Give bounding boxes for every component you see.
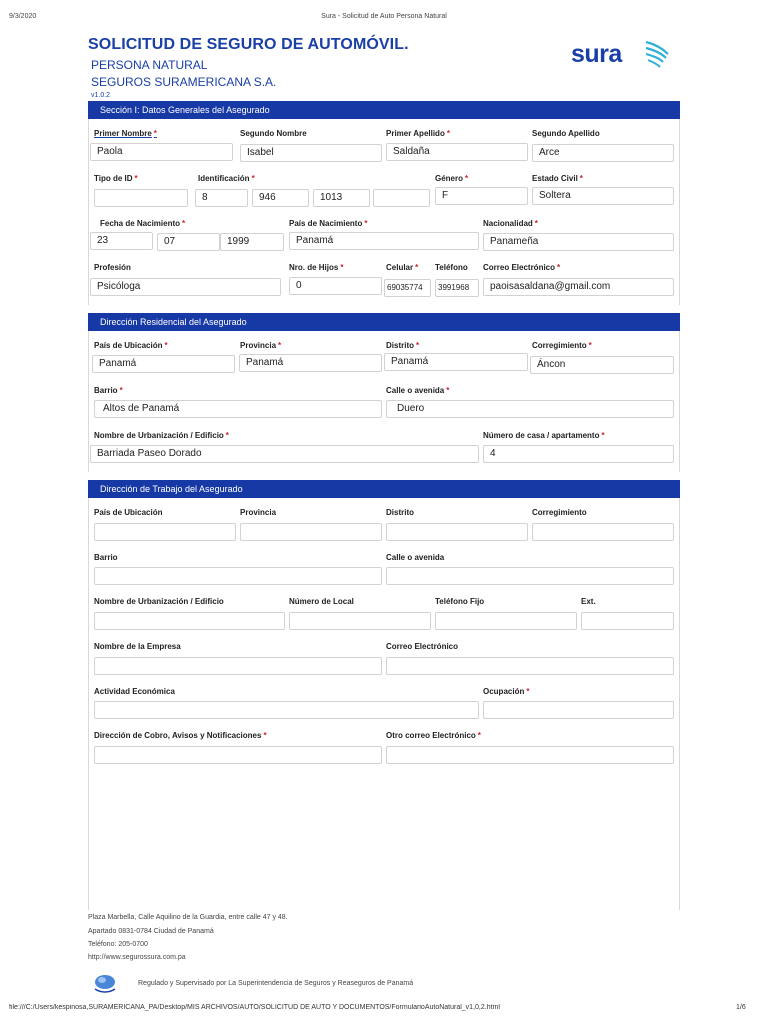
sura-logo <box>568 36 680 76</box>
label-trab-actividad: Actividad Económica <box>94 687 175 696</box>
label-nro-hijos: Nro. de Hijos * <box>289 263 344 272</box>
label-fecha-nacimiento: Fecha de Nacimiento * <box>100 219 186 228</box>
label-trab-ext: Ext. <box>581 597 596 606</box>
label-telefono: Teléfono <box>435 263 468 272</box>
identificacion-part1-field[interactable]: 8 <box>195 189 248 207</box>
res-urbanizacion-field[interactable]: Barriada Paseo Dorado <box>90 445 479 463</box>
trab-ext-field[interactable] <box>581 612 674 630</box>
label-res-provincia: Provincia * <box>240 341 282 350</box>
label-res-pais: País de Ubicación * <box>94 341 168 350</box>
footer-phone: Teléfono: 205-0700 <box>88 941 148 948</box>
label-res-casa: Número de casa / apartamento * <box>483 431 605 440</box>
nacionalidad-field[interactable]: Panameña <box>483 233 674 251</box>
res-calle-field[interactable]: Duero <box>386 400 674 418</box>
superintendencia-logo-icon <box>93 974 117 994</box>
trab-pais-field[interactable] <box>94 523 236 541</box>
sura-wing-icon <box>644 40 672 72</box>
celular-field[interactable]: 69035774 <box>384 279 431 297</box>
label-trab-numero-local: Número de Local <box>289 597 354 606</box>
correo-field[interactable]: paoisasaldana@gmail.com <box>483 278 674 296</box>
form-title: SOLICITUD DE SEGURO DE AUTOMÓVIL. <box>88 36 409 53</box>
segundo-apellido-field[interactable]: Arce <box>532 144 674 162</box>
tipo-id-field[interactable] <box>94 189 188 207</box>
estado-civil-field[interactable]: Soltera <box>532 187 674 205</box>
profesion-field[interactable]: Psicóloga <box>90 278 281 296</box>
genero-field[interactable]: F <box>435 187 528 205</box>
res-provincia-field[interactable]: Panamá <box>239 354 382 372</box>
print-page-number: 1/6 <box>736 1004 746 1011</box>
sura-logo-text: sura <box>571 40 622 68</box>
res-barrio-field[interactable]: Altos de Panamá <box>94 400 382 418</box>
label-genero: Género * <box>435 174 469 183</box>
trab-ocupacion-field[interactable] <box>483 701 674 719</box>
fecha-dia-field[interactable]: 23 <box>90 232 153 250</box>
section-1-header: Sección I: Datos Generales del Asegurado <box>88 101 680 119</box>
label-primer-apellido: Primer Apellido * <box>386 129 450 138</box>
trab-numero-local-field[interactable] <box>289 612 431 630</box>
label-correo: Correo Electrónico * <box>483 263 561 272</box>
footer-regulated-text: Regulado y Supervisado por La Superintendencia de Seguros y Reaseguros de Panamá <box>138 980 414 987</box>
otro-correo-field[interactable] <box>386 746 674 764</box>
section-2-header: Dirección Residencial del Asegurado <box>88 313 680 331</box>
direccion-cobro-field[interactable] <box>94 746 382 764</box>
label-otro-correo: Otro correo Electrónico * <box>386 731 481 740</box>
trab-empresa-field[interactable] <box>94 657 382 675</box>
label-trab-ocupacion: Ocupación * <box>483 687 530 696</box>
nro-hijos-field[interactable]: 0 <box>289 277 382 295</box>
trab-corregimiento-field[interactable] <box>532 523 674 541</box>
label-celular: Celular * <box>386 263 419 272</box>
label-trab-distrito: Distrito <box>386 508 414 517</box>
label-nacionalidad: Nacionalidad * <box>483 219 538 228</box>
label-primer-nombre: Primer Nombre * <box>94 129 157 138</box>
print-file-path: file:///C:/Users/kespinosa,SURAMERICANA_PA/Desktop/MIS ARCHIVOS/AUTO/SOLICITUD DE AUTO Y DOCUMENTOS/FormularioAutoNatural_v1,0,2.html <box>9 1004 500 1011</box>
form-version: v1.0.2 <box>91 92 111 99</box>
res-corregimiento-field[interactable]: Áncon <box>530 356 674 374</box>
footer-address: Plaza Marbella, Calle Aquilino de la Guardia, entre calle 47 y 48. <box>88 914 288 921</box>
primer-nombre-field[interactable]: Paola <box>90 143 233 161</box>
identificacion-part3-field[interactable]: 1013 <box>313 189 370 207</box>
label-trab-calle: Calle o avenida <box>386 553 445 562</box>
fecha-anio-field[interactable]: 1999 <box>220 233 284 251</box>
identificacion-part2-field[interactable]: 946 <box>252 189 309 207</box>
label-segundo-apellido: Segundo Apellido <box>532 129 600 138</box>
label-profesion: Profesión <box>94 263 131 272</box>
fecha-mes-field[interactable]: 07 <box>157 233 220 251</box>
form-subtitle-persona: PERSONA NATURAL <box>91 58 208 72</box>
section-3-header: Dirección de Trabajo del Asegurado <box>88 480 680 498</box>
form-subtitle-company: SEGUROS SURAMERICANA S.A. <box>91 75 277 89</box>
res-pais-field[interactable]: Panamá <box>92 355 235 373</box>
trab-provincia-field[interactable] <box>240 523 382 541</box>
trab-distrito-field[interactable] <box>386 523 528 541</box>
label-segundo-nombre: Segundo Nombre <box>240 129 307 138</box>
label-pais-nacimiento: País de Nacimiento * <box>289 219 368 228</box>
footer-apartado: Apartado 0831-0784 Ciudad de Panamá <box>88 928 214 935</box>
res-distrito-field[interactable]: Panamá <box>384 353 528 371</box>
label-trab-urbanizacion: Nombre de Urbanización / Edificio <box>94 597 224 606</box>
primer-apellido-field[interactable]: Saldaña <box>386 143 528 161</box>
footer-website[interactable]: http://www.segurossura.com.pa <box>88 954 186 961</box>
label-trab-correo: Correo Electrónico <box>386 642 459 651</box>
label-res-corregimiento: Corregimiento * <box>532 341 592 350</box>
label-res-urbanizacion: Nombre de Urbanización / Edificio * <box>94 431 229 440</box>
label-trab-provincia: Provincia <box>240 508 277 517</box>
trab-calle-field[interactable] <box>386 567 674 585</box>
label-identificacion: Identificación * <box>198 174 255 183</box>
label-tipo-id: Tipo de ID * <box>94 174 138 183</box>
label-res-distrito: Distrito * <box>386 341 420 350</box>
trab-barrio-field[interactable] <box>94 567 382 585</box>
trab-correo-field[interactable] <box>386 657 674 675</box>
print-page-title: Sura - Solicitud de Auto Persona Natural <box>321 13 447 20</box>
label-estado-civil: Estado Civil * <box>532 174 583 183</box>
trab-telefono-fijo-field[interactable] <box>435 612 577 630</box>
segundo-nombre-field[interactable]: Isabel <box>240 144 382 162</box>
label-direccion-cobro: Dirección de Cobro, Avisos y Notificaciones * <box>94 731 267 740</box>
label-res-calle: Calle o avenida * <box>386 386 450 395</box>
print-date: 9/3/2020 <box>9 13 37 20</box>
label-trab-pais: País de Ubicación <box>94 508 163 517</box>
telefono-field[interactable]: 3991968 <box>435 279 479 297</box>
trab-urbanizacion-field[interactable] <box>94 612 285 630</box>
label-trab-telefono-fijo: Teléfono Fijo <box>435 597 485 606</box>
label-trab-corregimiento: Corregimiento <box>532 508 587 517</box>
trab-actividad-field[interactable] <box>94 701 479 719</box>
res-casa-field[interactable]: 4 <box>483 445 674 463</box>
label-trab-empresa: Nombre de la Empresa <box>94 642 181 651</box>
pais-nacimiento-field[interactable]: Panamá <box>289 232 479 250</box>
label-res-barrio: Barrio * <box>94 386 123 395</box>
identificacion-part4-field[interactable] <box>373 189 430 207</box>
label-trab-barrio: Barrio <box>94 553 118 562</box>
